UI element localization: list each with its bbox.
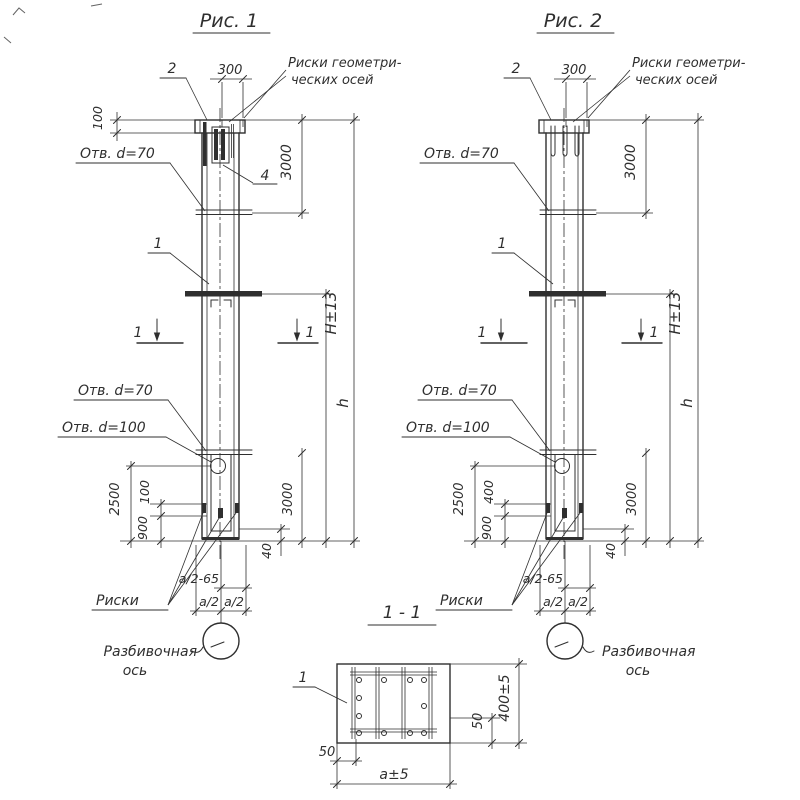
fig2-dim-a2-left: a/2 <box>543 594 563 609</box>
fig1-note-axis-line2: ческих осей <box>291 73 374 88</box>
fig1-dim-100: 100 <box>90 106 105 130</box>
fig2-note-layout-line1: Разбивочная <box>602 644 696 660</box>
fig1-dim-300: 300 <box>217 63 243 78</box>
fig2-callout-plate: 2 <box>511 61 521 77</box>
fig1-note-axis-line1: Риски геометри- <box>288 56 402 71</box>
fig1-title: Рис. 1 <box>199 10 259 32</box>
section-dim-50-right: 50 <box>471 712 486 730</box>
figure-2 <box>402 10 746 679</box>
fig2-note-layout-line2: ось <box>625 663 651 679</box>
fig2-dim-mark-lower: 900 <box>479 516 494 540</box>
figure-1 <box>58 10 402 679</box>
fig1-note-layout-line2: ось <box>122 663 148 679</box>
fig2-note-hole100: Отв. d=100 <box>406 420 490 436</box>
fig1-note-layout-line1: Разбивочная <box>103 644 197 660</box>
fig1-cut-left: 1 <box>133 325 143 341</box>
section-dim-width: a±5 <box>379 767 409 783</box>
fig2-dim-3000-upper: 3000 <box>623 144 639 180</box>
fig1-callout-anchor: 4 <box>260 168 270 184</box>
fig2-dim-3000-lower: 3000 <box>625 482 640 516</box>
fig2-cap-slots <box>551 126 579 156</box>
fig1-callout-column: 1 <box>153 236 163 252</box>
fig2-title: Рис. 2 <box>543 10 603 32</box>
fig1-dim-mark-upper: 100 <box>137 480 152 504</box>
fig2-dim-a2-65: a/2-65 <box>522 571 563 586</box>
fig2-dim-h: h <box>678 398 696 408</box>
fig1-dim-2500: 2500 <box>108 482 123 516</box>
fig2-note-axis-line1: Риски геометри- <box>632 56 746 71</box>
section-1-1 <box>293 603 527 789</box>
section-dim-height: 400±5 <box>497 674 513 722</box>
fig1-dim-a2-right: a/2 <box>224 594 244 609</box>
fig1-callout-plate: 2 <box>167 61 177 77</box>
fig2-column-drawing <box>402 33 704 659</box>
fig2-note-marks: Риски <box>440 593 483 609</box>
fig2-callout-column: 1 <box>497 236 507 252</box>
fig2-dim-40: 40 <box>603 543 618 559</box>
fig2-dim-2500: 2500 <box>452 482 467 516</box>
fig1-dim-3000-upper: 3000 <box>279 144 295 180</box>
fig2-note-hole70-lower: Отв. d=70 <box>422 383 497 399</box>
rebar-dots <box>357 678 427 736</box>
fig1-dim-3000-lower: 3000 <box>281 482 296 516</box>
fig1-note-hole70-upper: Отв. d=70 <box>80 146 155 162</box>
fig2-dim-a2-right: a/2 <box>568 594 588 609</box>
fig2-cut-right: 1 <box>649 325 659 341</box>
section-dim-50-left: 50 <box>318 745 336 760</box>
fig1-dim-h: h <box>334 398 352 408</box>
fig1-dim-a2-left: a/2 <box>199 594 219 609</box>
section-title: 1 - 1 <box>382 603 422 623</box>
fig1-note-hole70-lower: Отв. d=70 <box>78 383 153 399</box>
fig2-layout-axis-leader <box>583 647 594 652</box>
section-callout-column: 1 <box>298 670 308 686</box>
fig1-dim-100-top <box>110 112 202 141</box>
fig2-dim-mark-upper: 400 <box>481 480 496 504</box>
scan-artifacts <box>4 4 102 43</box>
fig2-note-hole70-upper: Отв. d=70 <box>424 146 499 162</box>
fig1-note-marks: Риски <box>96 593 139 609</box>
fig1-cut-right: 1 <box>305 325 315 341</box>
fig1-dim-40: 40 <box>259 543 274 559</box>
fig1-note-hole100: Отв. d=100 <box>62 420 146 436</box>
fig2-note-axis-line2: ческих осей <box>635 73 718 88</box>
fig2-dim-H: H±13 <box>666 291 684 335</box>
fig2-dim-300: 300 <box>561 63 587 78</box>
fig2-cut-left: 1 <box>477 325 487 341</box>
fig1-dim-H: H±13 <box>322 291 340 335</box>
section-body <box>293 658 527 789</box>
fig1-dim-a2-65: a/2-65 <box>178 571 219 586</box>
fig1-dim-mark-lower: 900 <box>135 516 150 540</box>
